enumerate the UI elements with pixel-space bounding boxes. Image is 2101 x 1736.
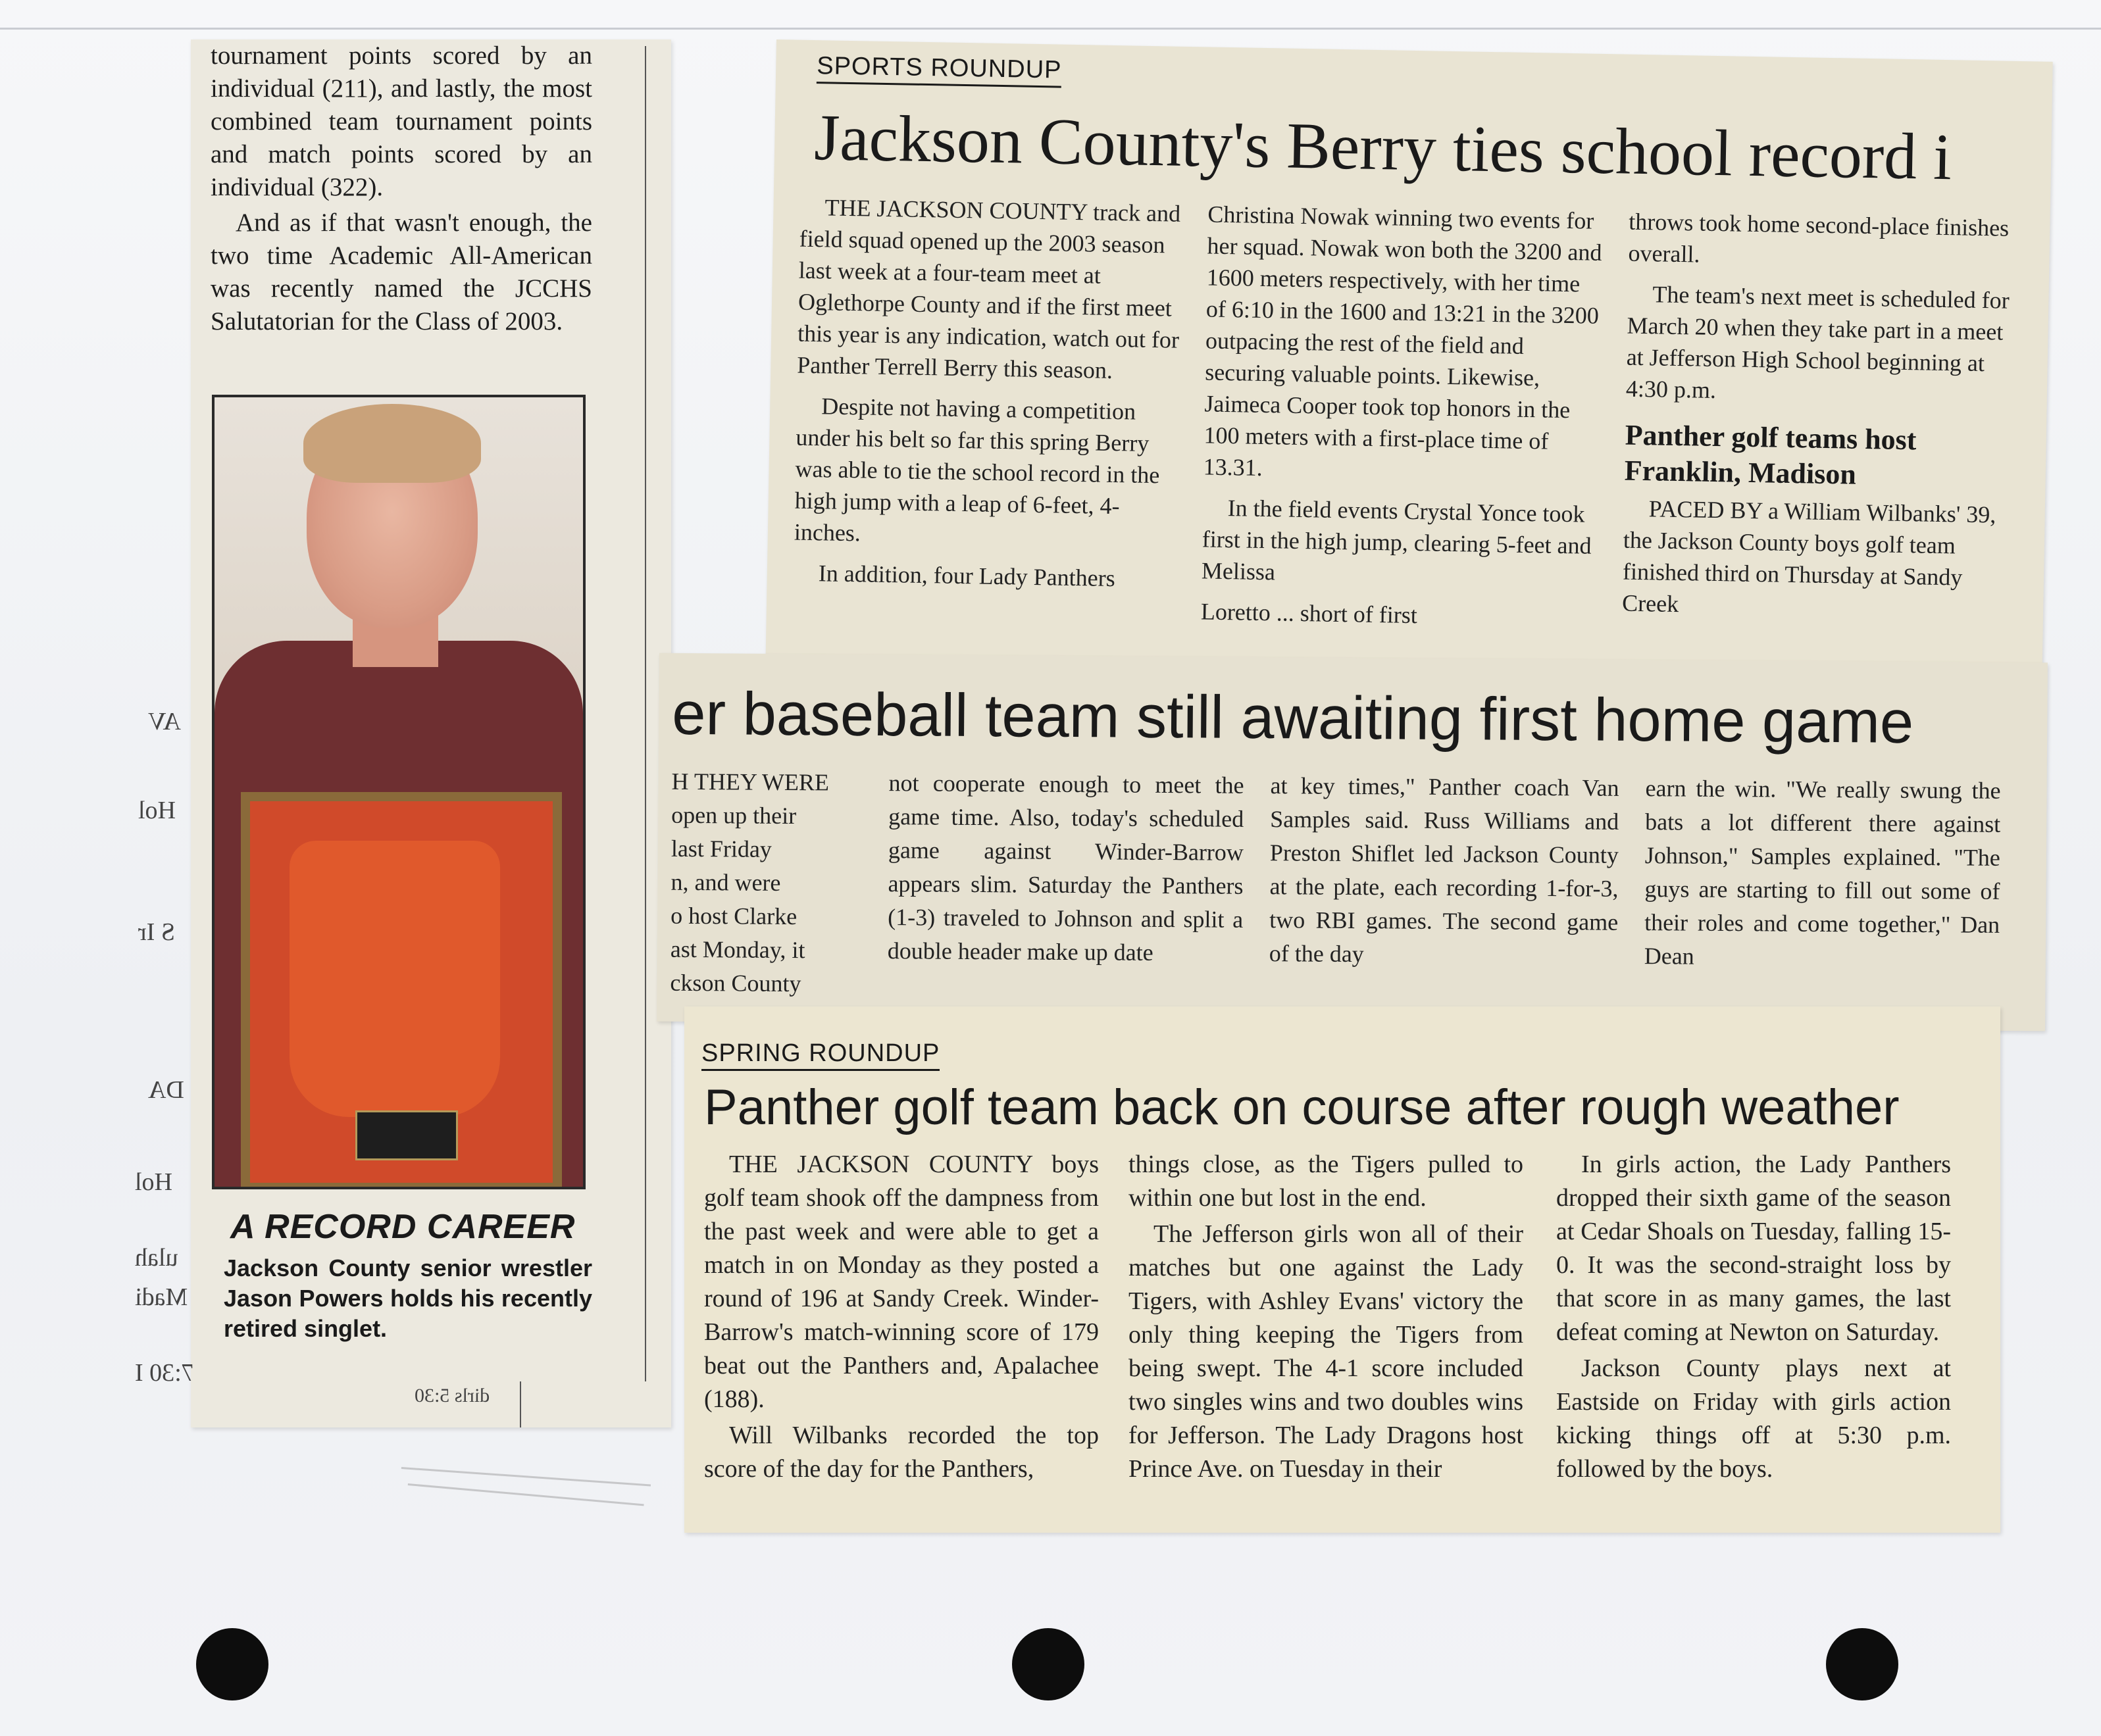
article-column-4: earn the win. "We really swung the bats a lot different there against Johnson," Samples explained. "The guys are starting to fill out some of their roles and come together," Dan Dean	[1644, 775, 2001, 970]
line: n, and were	[671, 868, 781, 896]
baseball-clipping	[657, 653, 2048, 1031]
article-column-2	[1128, 1148, 1523, 1489]
article-column-1	[670, 765, 862, 1001]
left-paragraph-1: tournament points scored by an individual (211), and lastly, the most combined team tournament points and match points scored by an individual (322).	[211, 41, 592, 201]
headline: Panther golf team back on course after rough weather	[704, 1079, 1900, 1135]
framed-singlet	[241, 792, 562, 1189]
paragraph: Will Wilbanks recorded the top score of the day for the Panthers,	[704, 1422, 1099, 1483]
paragraph: Despite not having a competition under his belt so far this spring Berry was able to tie the school record in the high jump with a leap of 6-feet, 4-inches.	[794, 393, 1160, 547]
section-kicker: SPORTS ROUNDUP	[817, 52, 1062, 87]
edge-fragment: S Ir	[138, 918, 175, 946]
line: o host Clarke	[671, 902, 797, 930]
paragraph: PACED BY a William Wilbanks' 39, the Jackson County boys golf team finished third on Thursday at Sandy Creek	[1621, 495, 1996, 618]
headline: er baseball team still awaiting first home game	[671, 680, 1914, 756]
article-column-3	[1622, 206, 2024, 635]
article-column-2: not cooperate enough to meet the game time. Also, today's scheduled game against Winder-Barrow appears slim. Saturday the Panthers (1-3) traveled to Johnson and split a double header make up date	[887, 770, 1244, 966]
line: open up their	[671, 801, 797, 830]
spring-roundup-clipping	[684, 1006, 2000, 1533]
paragraph: In girls action, the Lady Panthers dropped their sixth game of the season at Cedar Shoals on Tuesday, falling 15-0. It was the second-straight loss by that score in as many games, the last defeat coming at Newton on Saturday.	[1556, 1151, 1951, 1346]
edge-fragment: AV	[148, 708, 181, 735]
edge-fragment: Hol	[135, 1168, 172, 1196]
line: H THEY WERE	[671, 768, 830, 796]
paragraph: throws took home second-place finishes overall.	[1628, 208, 2010, 268]
paragraph: The Jefferson girls won all of their matches but one against the Lady Tigers, with Ashley Evans' victory the only thing keeping the Tigers from being swept. The 4-1 score included two singles wins and two doubles wins for Jefferson. The Lady Dragons host Prince Ave. on Tuesday in their	[1128, 1220, 1523, 1483]
golf-subhead: Panther golf teams host Franklin, Madison	[1624, 418, 1917, 491]
paragraph: The team's next meet is scheduled for March 20 when they take part in a meet at Jefferson High School beginning at 4:30 p.m.	[1625, 281, 2010, 403]
column-rule-lower	[520, 1381, 521, 1427]
article-column-3	[1556, 1148, 1951, 1489]
line: ckson County	[670, 969, 801, 997]
sleeve-edge	[0, 28, 2101, 30]
binder-hole	[1012, 1628, 1084, 1700]
article-column-3: at key times," Panther coach Van Samples said. Russ Williams and Preston Shiflet led Jackson County at the plate, each recording 1-for-3, two RBI games. The second game of the day	[1269, 772, 1619, 968]
edge-fragment: Hol	[138, 797, 176, 824]
paragraph: Jackson County plays next at Eastside on Friday with girls action kicking things off at 5:30 p.m. followed by the boys.	[1556, 1354, 1951, 1483]
paragraph: things close, as the Tigers pulled to within one but lost in the end.	[1128, 1151, 1523, 1212]
record-career-clipping	[191, 39, 671, 1427]
article-column-1	[704, 1148, 1099, 1489]
sports-roundup-clipping	[765, 39, 2053, 733]
wrestler-photo	[212, 395, 586, 1189]
column-rule	[645, 46, 646, 1381]
edge-fragment: 7:30 I	[135, 1359, 194, 1387]
paragraph: In the field events Crystal Yonce took first in the high jump, clearing 5-feet and Melissa	[1201, 495, 1592, 585]
headline: Jackson County's Berry ties school record i	[813, 101, 1952, 194]
section-kicker: SPRING ROUNDUP	[701, 1039, 940, 1071]
left-article-text	[211, 39, 592, 341]
binder-hole	[196, 1628, 268, 1700]
edge-fragment: DA	[148, 1076, 184, 1104]
bottom-fragment: dirls 5:30	[415, 1385, 490, 1406]
paragraph: Christina Nowak winning two events for her squad. Nowak won both the 3200 and 1600 meters respectively, with her time of 6:10 in the 1600 and 13:21 in the 3200 outpacing the rest of the field and securing valuable points. Likewise, Jaimeca Cooper took top honors in the 100 meters with a first-place time of 13.31.	[1203, 201, 1602, 481]
paragraph: Loretto ... short of first	[1200, 598, 1418, 629]
paragraph: THE JACKSON COUNTY track and field squad opened up the 2003 season last week at a four-team meet at Oglethorpe County and if the first meet this year is any indication, watch out for Panther Terrell Berry this season.	[797, 194, 1181, 384]
paragraph: THE JACKSON COUNTY boys golf team shook off the dampness from the past week and were able to get a match in on Monday as they posted a round of 196 at Sandy Creek. Winder-Barrow's match-winning score of 179 beat out the Panthers and, Apalachee (188).	[704, 1151, 1099, 1413]
article-column-1	[793, 191, 1182, 605]
caption-title: A RECORD CAREER	[230, 1208, 576, 1246]
article-column-2	[1200, 198, 1603, 643]
edge-fragment: Madi	[135, 1283, 188, 1311]
binder-hole	[1826, 1628, 1898, 1700]
line: ast Monday, it	[670, 935, 805, 964]
paragraph: In addition, four Lady Panthers	[818, 560, 1116, 592]
caption-text: Jackson County senior wrestler Jason Powers holds his recently retired singlet.	[224, 1254, 592, 1342]
edge-fragment: ulah	[135, 1244, 178, 1272]
line: last Friday	[671, 835, 772, 862]
left-paragraph-2: And as if that wasn't enough, the two time Academic All-American was recently named the JCCHS Salutatorian for the Class of 2003.	[211, 209, 592, 335]
